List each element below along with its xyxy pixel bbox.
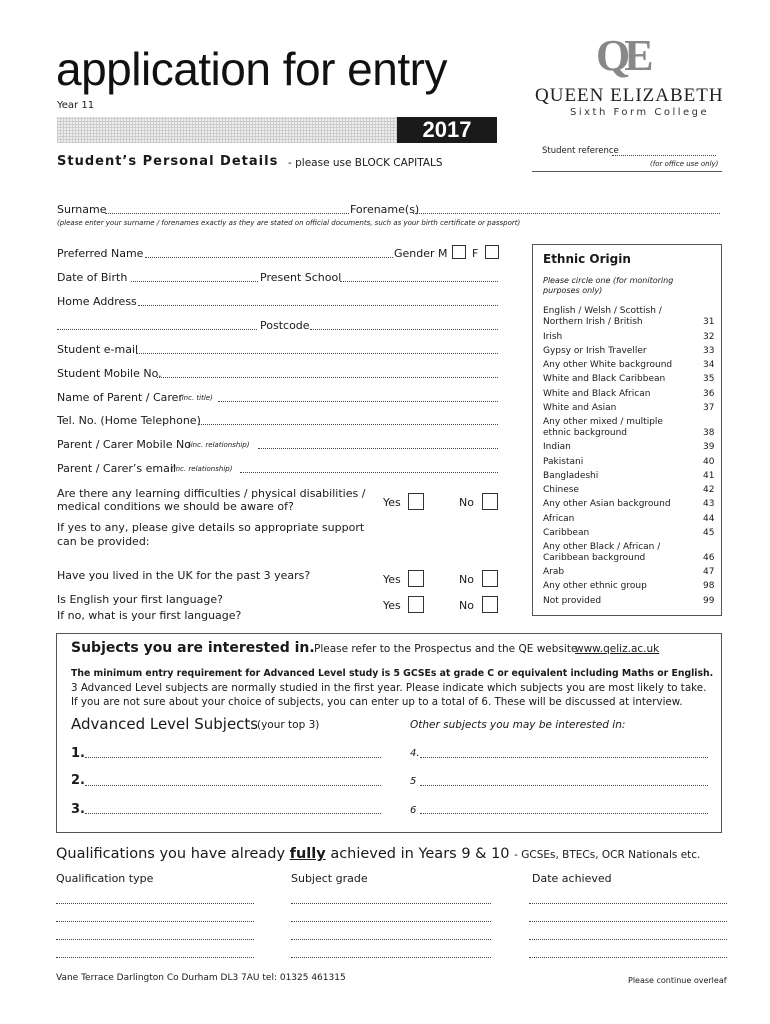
present-school-label: Present School	[260, 271, 342, 284]
qualifications-heading	[56, 846, 700, 862]
parent-name-field[interactable]	[218, 401, 498, 402]
ethnic-option[interactable]: African	[543, 514, 575, 524]
qual-date-row-2[interactable]	[529, 921, 727, 922]
learning-yes-checkbox[interactable]	[408, 493, 424, 510]
ethnic-code: 31	[703, 317, 715, 327]
ethnic-code: 33	[703, 346, 715, 356]
learning-no-checkbox[interactable]	[482, 493, 498, 510]
parent-mobile-field[interactable]	[258, 448, 498, 449]
footer-address: Vane Terrace Darlington Co Durham DL3 7AU tel: 01325 461315	[56, 973, 346, 983]
surname-label: Surname	[57, 203, 107, 216]
parent-email-label: Parent / Carer’s email	[57, 462, 176, 475]
ethnic-option[interactable]: Not provided	[543, 596, 602, 606]
ethnic-option[interactable]: Pakistani	[543, 457, 584, 467]
student-ref-line[interactable]	[612, 155, 716, 156]
home-address-field-2[interactable]	[57, 329, 257, 330]
uk-no-label: No	[459, 573, 474, 586]
forenames-field[interactable]	[413, 213, 720, 214]
parent-email-note: (inc. relationship)	[171, 465, 233, 473]
ethnic-code: 44	[703, 514, 715, 524]
details-question-1: If yes to any, please give details so appropriate support	[57, 521, 365, 534]
subject-field-6[interactable]	[420, 813, 708, 814]
email-label: Student e-mail	[57, 343, 139, 356]
col-qualification-type: Qualification type	[56, 872, 154, 885]
ethnic-option[interactable]: Caribbean	[543, 528, 590, 538]
ethnic-code: 99	[703, 596, 715, 606]
student-ref-label: Student reference	[542, 146, 619, 156]
ethnic-option[interactable]: ethnic background	[543, 428, 628, 438]
ethnic-option[interactable]: Any other mixed / multiple	[543, 417, 663, 427]
subject-field-1[interactable]	[85, 757, 381, 758]
ethnic-note-1: Please circle one (for monitoring	[543, 276, 674, 285]
ethnic-option[interactable]: White and Black Caribbean	[543, 374, 666, 384]
ethnic-code: 34	[703, 360, 715, 370]
ethnic-code: 46	[703, 553, 715, 563]
website-link[interactable]: www.qeliz.ac.uk	[575, 643, 660, 655]
col-date-achieved: Date achieved	[532, 872, 612, 885]
qual-grade-row-1[interactable]	[291, 903, 491, 904]
ethnic-option[interactable]: Any other White background	[543, 360, 673, 370]
learning-question-1: Are there any learning difficulties / physical disabilities /	[57, 487, 366, 500]
qual-type-row-3[interactable]	[56, 939, 254, 940]
ethnic-code: 42	[703, 485, 715, 495]
gender-f-checkbox[interactable]	[485, 245, 499, 259]
tel-label: Tel. No. (Home Telephone)	[57, 414, 201, 427]
ethnic-option[interactable]: Chinese	[543, 485, 579, 495]
ethnic-option[interactable]: Any other Black / African /	[543, 542, 661, 552]
qualifications-heading-a: Qualifications you have already	[56, 846, 286, 862]
qual-type-row-1[interactable]	[56, 903, 254, 904]
parent-mobile-note: (inc. relationship)	[188, 441, 250, 449]
learning-no-label: No	[459, 496, 474, 509]
name-note: (please enter your surname / forenames exactly as they are stated on official documents, such as your birth certificate or passport)	[57, 219, 521, 227]
subject-field-5[interactable]	[420, 785, 708, 786]
parent-name-label: Name of Parent / Carer	[57, 391, 183, 404]
ref-underline	[532, 171, 722, 172]
subjects-heading-note: Please refer to the Prospectus and the QE website	[314, 643, 578, 655]
subject-number-2: 2.	[71, 773, 85, 788]
ethnic-code: 98	[703, 581, 715, 591]
ethnic-heading: Ethnic Origin	[543, 252, 631, 266]
ethnic-option[interactable]: English / Welsh / Scottish /	[543, 306, 662, 316]
forenames-label: Forename(s)	[350, 203, 420, 216]
section-personal-heading: Student’s Personal Details	[57, 154, 279, 169]
ethnic-code: 36	[703, 389, 715, 399]
learning-yes-label: Yes	[383, 496, 401, 509]
mobile-field[interactable]	[157, 377, 498, 378]
ethnic-option[interactable]: Indian	[543, 442, 571, 452]
qual-date-row-3[interactable]	[529, 939, 727, 940]
subject-number-4: 4.	[410, 748, 420, 759]
ethnic-option[interactable]: Arab	[543, 567, 565, 577]
subject-number-6: 6	[410, 805, 417, 816]
qual-date-row-4[interactable]	[529, 957, 727, 958]
ethnic-code: 38	[703, 428, 715, 438]
year-badge: 2017	[397, 117, 497, 143]
subject-field-4[interactable]	[420, 757, 708, 758]
subject-field-3[interactable]	[85, 813, 381, 814]
qual-grade-row-4[interactable]	[291, 957, 491, 958]
college-subtitle: Sixth Form College	[570, 107, 710, 118]
ethnic-code: 37	[703, 403, 715, 413]
qual-date-row-1[interactable]	[529, 903, 727, 904]
requirement-text: The minimum entry requirement for Advanced Level study is 5 GCSEs at grade C or equivalent including Maths or English.	[71, 668, 714, 679]
uk-question: Have you lived in the UK for the past 3 years?	[57, 569, 311, 582]
ethnic-code: 39	[703, 442, 715, 452]
parent-mobile-label: Parent / Carer Mobile No	[57, 438, 191, 451]
learning-question-2: medical conditions we should be aware of?	[57, 500, 294, 513]
subject-number-5: 5	[410, 776, 417, 787]
subjects-info-line-3: If you are not sure about your choice of subjects, you can enter up to a total of 6. These will be discussed at interview.	[71, 696, 683, 708]
qualifications-heading-note: - GCSEs, BTECs, OCR Nationals etc.	[514, 849, 701, 861]
uk-yes-label: Yes	[383, 573, 401, 586]
year-label: Year 11	[57, 100, 95, 111]
form-title: application for entry	[56, 43, 447, 95]
ethnic-option[interactable]: Caribbean background	[543, 553, 646, 563]
postcode-field[interactable]	[310, 329, 498, 330]
dob-field[interactable]	[131, 281, 258, 282]
ethnic-code: 43	[703, 499, 715, 509]
preferred-name-field[interactable]	[145, 257, 393, 258]
subjects-heading: Subjects you are interested in.	[71, 640, 315, 656]
ethnic-option[interactable]: Any other ethnic group	[543, 581, 647, 591]
subjects-panel	[56, 633, 722, 833]
parent-name-note: (inc. title)	[179, 394, 213, 402]
subject-number-1: 1.	[71, 746, 85, 761]
english-no-checkbox[interactable]	[482, 596, 498, 613]
subject-number-3: 3.	[71, 802, 85, 817]
col-subject-grade: Subject grade	[291, 872, 368, 885]
ethnic-option[interactable]: White and Asian	[543, 403, 617, 413]
surname-field[interactable]	[105, 213, 349, 214]
hatched-bar	[57, 117, 397, 143]
ethnic-code: 32	[703, 332, 715, 342]
continue-overleaf: Please continue overleaf	[628, 976, 727, 985]
ethnic-code: 35	[703, 374, 715, 384]
mobile-label: Student Mobile No.	[57, 367, 162, 380]
gender-f-label: F	[472, 247, 479, 260]
present-school-field[interactable]	[340, 281, 498, 282]
qualifications-heading-fully: fully	[289, 846, 326, 862]
qual-type-row-2[interactable]	[56, 921, 254, 922]
english-no-label: No	[459, 599, 474, 612]
dob-label: Date of Birth	[57, 271, 128, 284]
advanced-heading-note: (your top 3)	[257, 719, 320, 731]
subjects-info-line-2: 3 Advanced Level subjects are normally studied in the first year. Please indicate which subjects you are most likely to take.	[71, 682, 707, 694]
office-use-note: (for office use only)	[650, 160, 719, 168]
qual-type-row-4[interactable]	[56, 957, 254, 958]
ethnic-code: 45	[703, 528, 715, 538]
parent-email-field[interactable]	[240, 472, 498, 473]
ethnic-option[interactable]: Irish	[543, 332, 563, 342]
other-subjects-heading: Other subjects you may be interested in:	[410, 719, 626, 731]
qual-grade-row-2[interactable]	[291, 921, 491, 922]
ethnic-option[interactable]: Gypsy or Irish Traveller	[543, 346, 647, 356]
ethnic-code: 47	[703, 567, 715, 577]
ethnic-option[interactable]: Northern Irish / British	[543, 317, 643, 327]
gender-label: Gender M	[394, 247, 448, 260]
qualifications-heading-c: achieved in Years 9 & 10	[330, 846, 510, 862]
english-yes-checkbox[interactable]	[408, 596, 424, 613]
ethnic-option[interactable]: Any other Asian background	[543, 499, 671, 509]
preferred-name-label: Preferred Name	[57, 247, 144, 260]
first-language-question: If no, what is your first language?	[57, 609, 242, 622]
home-address-field-1[interactable]	[138, 305, 498, 306]
english-yes-label: Yes	[383, 599, 401, 612]
email-field[interactable]	[136, 353, 498, 354]
section-personal-note: - please use BLOCK CAPITALS	[288, 157, 443, 169]
tel-field[interactable]	[198, 424, 498, 425]
home-address-label: Home Address	[57, 295, 137, 308]
gender-m-checkbox[interactable]	[452, 245, 466, 259]
qual-grade-row-3[interactable]	[291, 939, 491, 940]
ethnic-code: 40	[703, 457, 715, 467]
college-logo-mark: QE	[596, 31, 648, 80]
ethnic-option[interactable]: Bangladeshi	[543, 471, 599, 481]
advanced-heading: Advanced Level Subjects	[71, 715, 259, 733]
english-question: Is English your first language?	[57, 593, 223, 606]
subject-field-2[interactable]	[85, 785, 381, 786]
ethnic-note-2: purposes only)	[543, 286, 603, 295]
postcode-label: Postcode	[260, 319, 310, 332]
details-question-2: can be provided:	[57, 535, 150, 548]
ethnic-option[interactable]: White and Black African	[543, 389, 651, 399]
uk-yes-checkbox[interactable]	[408, 570, 424, 587]
uk-no-checkbox[interactable]	[482, 570, 498, 587]
college-name: QUEEN ELIZABETH	[535, 85, 724, 106]
ethnic-code: 41	[703, 471, 715, 481]
